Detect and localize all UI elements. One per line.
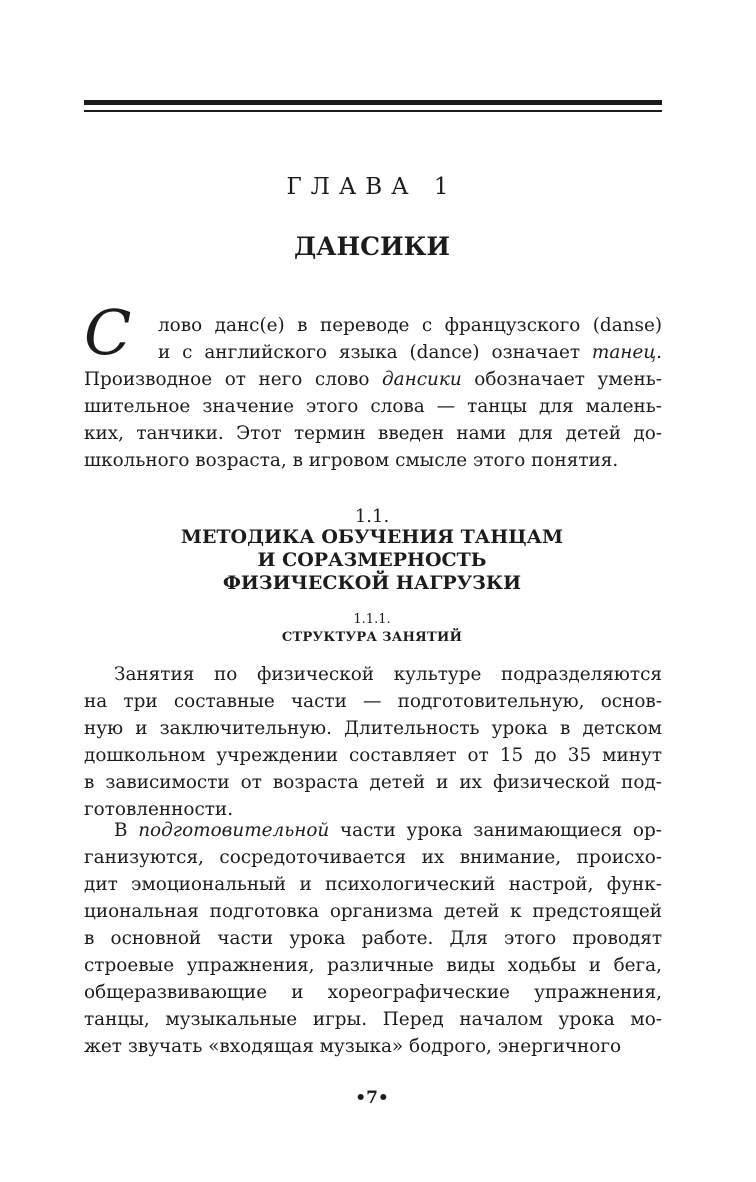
text-line: шительное значение этого слова — танцы для малень-: [84, 396, 662, 417]
text-line: Занятия по физической культуре подразделяются: [114, 664, 662, 685]
page-number: •7•: [355, 1088, 389, 1108]
text-line: в зависимости от возраста детей и их физической под-: [84, 772, 662, 793]
section-title-line: МЕТОДИКА ОБУЧЕНИЯ ТАНЦАМ: [180, 526, 564, 548]
text-line: готовленности.: [84, 799, 234, 820]
text-line: ную и заключительную. Длительность урока в детском: [84, 718, 662, 739]
text-line: дошкольном учреждении составляет от 15 до 35 минут: [84, 745, 662, 766]
text-line: школьного возраста, в игровом смысле этого понятия.: [84, 450, 619, 471]
paragraph-1: [84, 661, 662, 823]
text-line: и с английского языка (dance) означает танец.: [158, 342, 662, 363]
text-line: в основной части урока работе. Для этого проводят: [84, 928, 662, 949]
text-line: циональная подготовка организма детей к предстоящей: [84, 901, 662, 922]
italic-term: танец.: [591, 342, 662, 363]
top-rule-thin: [84, 110, 662, 112]
section-title: [0, 526, 744, 595]
subsection-title: СТРУКТУРА ЗАНЯТИЙ: [281, 630, 463, 645]
text-line: на три составные части — подготовительную, основ-: [84, 691, 662, 712]
paragraph-2-lines: [84, 817, 662, 1060]
text-line: ких, танчики. Этот термин введен нами для детей до-: [84, 423, 662, 444]
top-rule-thick: [84, 100, 662, 105]
italic-term: подготовительной: [138, 820, 330, 841]
section-title-line: И СОРАЗМЕРНОСТЬ: [257, 549, 487, 571]
text-line: ганизуются, сосредоточивается их внимание, происхо-: [84, 847, 662, 868]
intro-lines: [84, 312, 662, 474]
paragraph-1-lines: [84, 661, 662, 823]
text-line: лово данс(е) в переводе с французского (danse): [158, 315, 662, 336]
section-title-line: ФИЗИЧЕСКОЙ НАГРУЗКИ: [222, 572, 522, 594]
text-line: В подготовительной части урока занимающиеся ор-: [114, 820, 662, 841]
text-line: Производное от него слово дансики обозначает умень-: [84, 369, 663, 390]
text-line: танцы, музыкальные игры. Перед началом урока мо-: [84, 1009, 662, 1030]
italic-term: дансики: [382, 369, 462, 390]
text-line: дит эмоциональный и психологический настрой, функ-: [84, 874, 662, 895]
chapter-title: ДАНСИКИ: [293, 232, 451, 261]
intro-paragraph: [84, 296, 663, 474]
text-line: жет звучать «входящая музыка» бодрого, энергичного: [84, 1036, 622, 1057]
text-line: общеразвивающие и хореографические упражнения,: [84, 982, 662, 1003]
text-line: строевые упражнения, различные виды ходьбы и бега,: [84, 955, 662, 976]
section-number: 1.1.: [354, 506, 390, 527]
subsection-number: 1.1.1.: [353, 612, 391, 627]
chapter-label: ГЛАВА 1: [286, 174, 458, 200]
paragraph-2: [84, 817, 662, 1060]
drop-cap: С: [84, 296, 132, 369]
